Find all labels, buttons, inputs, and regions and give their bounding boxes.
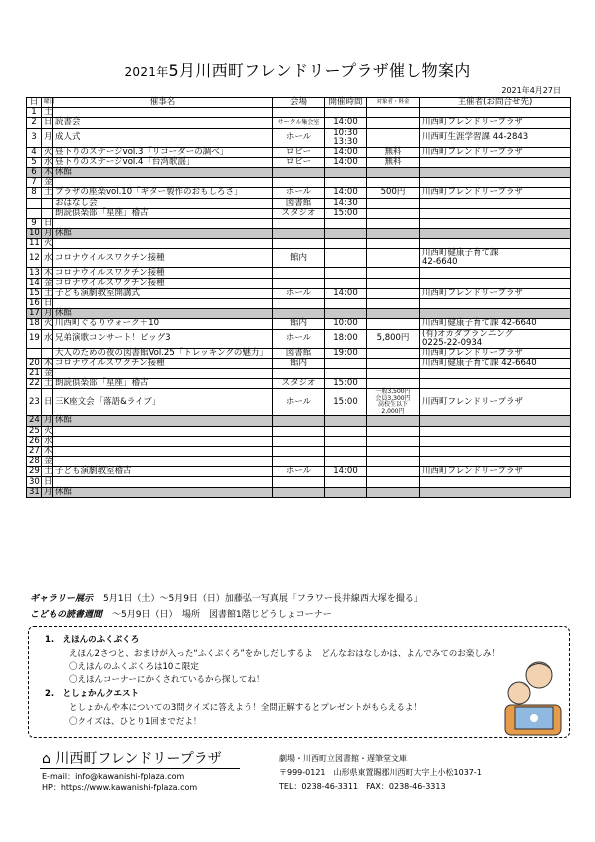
cell-fee — [367, 178, 420, 188]
footer-phone: TEL：0238-46-3311 FAX：0238-46-3313 — [279, 782, 446, 791]
cell-venue: 図書館 — [273, 348, 325, 358]
table-row — [27, 348, 571, 358]
item1-line1: えほん2さつと、おまけが入った“ふくぶくろ”をかしだしするよ どんなおはなしかは、よんでみてのお楽しみ！ — [69, 649, 500, 659]
cell-time — [325, 358, 367, 368]
footer-divider — [40, 768, 240, 769]
cell-day: 7 — [27, 178, 42, 188]
table-row — [27, 147, 571, 157]
cell-weekday: 火 — [42, 147, 53, 157]
cell-event: 休館 — [53, 167, 273, 177]
cell-weekday: 木 — [42, 268, 53, 278]
title-main: 5月川西町フレンドリープラザ催し物案内 — [168, 61, 471, 80]
cell-event: 朗読俱楽部「星座」稽古 — [53, 379, 273, 389]
cell-organizer: 川西町健康子育て課 42-6640 — [420, 319, 571, 329]
cell-day: 30 — [27, 477, 42, 487]
cell-time — [325, 268, 367, 278]
cell-weekday: 水 — [42, 157, 53, 167]
cell-weekday: 日 — [42, 477, 53, 487]
cell-day: 5 — [27, 157, 42, 167]
cell-weekday: 火 — [42, 239, 53, 249]
table-row — [27, 278, 571, 288]
cell-weekday: 水 — [42, 329, 53, 348]
cell-time — [325, 229, 367, 239]
cell-fee — [367, 288, 420, 298]
cell-event: 読書会 — [53, 118, 273, 128]
cell-weekday — [42, 208, 53, 218]
cell-organizer: 川西町フレンドリープラザ — [420, 188, 571, 198]
cell-fee — [367, 278, 420, 288]
cell-day: 3 — [27, 128, 42, 147]
cell-day: 8 — [27, 188, 42, 198]
table-row — [27, 446, 571, 456]
cell-fee — [367, 457, 420, 467]
cell-time: 15:00 — [325, 379, 367, 389]
cell-time: 18:00 — [325, 329, 367, 348]
cell-organizer: 川西町健康子育て課 42-6640 — [420, 358, 571, 368]
cell-fee — [367, 467, 420, 477]
gallery-text: 5月1日（土）～5月9日（日）加藤弘一写真展「フラワー長井線西大塚を撮る」 — [103, 594, 423, 604]
cell-organizer — [420, 218, 571, 228]
cell-time — [325, 178, 367, 188]
table-row — [27, 157, 571, 167]
cell-time: 14:00 — [325, 118, 367, 128]
cell-time — [325, 477, 367, 487]
cell-event: 川西町ぐるりウォーク＋10 — [53, 319, 273, 329]
cell-venue: ロビー — [273, 147, 325, 157]
cell-event: 兄弟演歌コンサート！ビッグ3 — [53, 329, 273, 348]
cell-event: 子ども演劇教室稽古 — [53, 467, 273, 477]
cell-time — [325, 309, 367, 319]
cell-venue — [273, 268, 325, 278]
cell-weekday: 土 — [42, 108, 53, 118]
cell-fee — [367, 426, 420, 436]
cell-organizer — [420, 229, 571, 239]
table-row — [27, 288, 571, 298]
cell-venue: ホール — [273, 128, 325, 147]
header-venue: 会場 — [273, 98, 325, 108]
cell-day: 4 — [27, 147, 42, 157]
cell-day: 28 — [27, 457, 42, 467]
header-fee: 対象者・料金 — [367, 98, 420, 108]
cell-weekday — [42, 198, 53, 208]
kids-reading-illustration — [495, 655, 565, 737]
cell-event — [53, 299, 273, 309]
table-row — [27, 389, 571, 416]
table-row — [27, 358, 571, 368]
cell-day: 24 — [27, 416, 42, 426]
item2-title: 2. としょかんクエスト — [45, 689, 139, 699]
cell-weekday: 月 — [42, 128, 53, 147]
table-row — [27, 477, 571, 487]
table-row — [27, 268, 571, 278]
cell-venue — [273, 299, 325, 309]
table-row — [27, 118, 571, 128]
cell-venue — [273, 108, 325, 118]
table-row — [27, 128, 571, 147]
cell-day: 13 — [27, 268, 42, 278]
cell-time: 19:00 — [325, 348, 367, 358]
cell-event — [53, 239, 273, 249]
cell-fee: 無料 — [367, 147, 420, 157]
cell-venue: サークル集会室 — [273, 118, 325, 128]
cell-day — [27, 348, 42, 358]
cell-organizer: 川西町健康子育て課 42-6640 — [420, 249, 571, 268]
footer-address: 〒999-0121 山形県東置賜郡川西町大字上小松1037-1 — [279, 768, 482, 777]
cell-event — [53, 108, 273, 118]
cell-event — [53, 436, 273, 446]
cell-organizer — [420, 487, 571, 497]
cell-venue: 図書館 — [273, 198, 325, 208]
cell-weekday: 土 — [42, 288, 53, 298]
cell-day: 19 — [27, 329, 42, 348]
cell-time: 14:00 — [325, 288, 367, 298]
cell-weekday: 日 — [42, 299, 53, 309]
table-row — [27, 229, 571, 239]
cell-weekday — [42, 348, 53, 358]
cell-time: 15:00 — [325, 208, 367, 218]
reading-week-info — [30, 607, 332, 620]
cell-organizer: 川西町フレンドリープラザ — [420, 147, 571, 157]
cell-weekday: 水 — [42, 436, 53, 446]
cell-event: 大人のための夜の図書館Vol.25「トレッキングの魅力」 — [53, 348, 273, 358]
cell-weekday: 土 — [42, 188, 53, 198]
cell-event: コロナウイルスワクチン接種 — [53, 268, 273, 278]
cell-venue — [273, 229, 325, 239]
cell-fee — [367, 348, 420, 358]
cell-organizer: 川西町フレンドリープラザ — [420, 118, 571, 128]
cell-day: 1 — [27, 108, 42, 118]
schedule-table — [26, 97, 571, 498]
cell-organizer — [420, 278, 571, 288]
cell-weekday: 月 — [42, 416, 53, 426]
cell-fee — [367, 229, 420, 239]
cell-day: 14 — [27, 278, 42, 288]
cell-day: 29 — [27, 467, 42, 477]
cell-time — [325, 108, 367, 118]
cell-fee — [367, 487, 420, 497]
cell-day — [27, 198, 42, 208]
cell-event: 昼下りのステージvol.4「台湾歌謡」 — [53, 157, 273, 167]
table-row — [27, 319, 571, 329]
cell-venue: ホール — [273, 329, 325, 348]
cell-day: 23 — [27, 389, 42, 416]
cell-fee — [367, 108, 420, 118]
cell-fee — [367, 477, 420, 487]
cell-event: 休館 — [53, 487, 273, 497]
cell-event: コロナウイルスワクチン接種 — [53, 358, 273, 368]
cell-time — [325, 249, 367, 268]
cell-organizer — [420, 268, 571, 278]
footer-facilities: 劇場・川西町立図書館・遅筆堂文庫 — [279, 754, 407, 763]
cell-venue: スタジオ — [273, 379, 325, 389]
table-row — [27, 379, 571, 389]
cell-venue: ホール — [273, 288, 325, 298]
cell-day: 20 — [27, 358, 42, 368]
cell-fee — [367, 309, 420, 319]
cell-day: 10 — [27, 229, 42, 239]
cell-weekday: 火 — [42, 319, 53, 329]
cell-organizer — [420, 368, 571, 378]
item2-line2: 〇クイズは、ひとり1回までだよ！ — [69, 717, 202, 727]
cell-venue — [273, 416, 325, 426]
cell-event: 朗読俱楽部「星座」稽古 — [53, 208, 273, 218]
cell-time — [325, 416, 367, 426]
table-row — [27, 436, 571, 446]
cell-day: 31 — [27, 487, 42, 497]
cell-venue — [273, 218, 325, 228]
cell-weekday: 月 — [42, 309, 53, 319]
cell-time — [325, 457, 367, 467]
cell-day: 9 — [27, 218, 42, 228]
cell-fee: 無料 — [367, 157, 420, 167]
cell-event: 休館 — [53, 309, 273, 319]
cell-fee: 5,800円 — [367, 329, 420, 348]
cell-event: 昼下りのステージvol.3「リコーダーの調べ」 — [53, 147, 273, 157]
cell-day: 16 — [27, 299, 42, 309]
cell-venue — [273, 239, 325, 249]
gallery-info — [30, 591, 423, 604]
cell-venue — [273, 368, 325, 378]
cell-organizer — [420, 299, 571, 309]
cell-time: 14:30 — [325, 198, 367, 208]
table-row — [27, 416, 571, 426]
table-row — [27, 208, 571, 218]
cell-day — [27, 208, 42, 218]
item2-line1: としょかんや本についての3問クイズに答えよう！全問正解するとプレゼントがもらえるよ！ — [69, 703, 422, 713]
cell-venue — [273, 278, 325, 288]
cell-time: 10:00 — [325, 319, 367, 329]
cell-time — [325, 278, 367, 288]
table-row — [27, 167, 571, 177]
page-title — [0, 58, 595, 81]
header-event: 催事名 — [53, 98, 273, 108]
cell-fee — [367, 208, 420, 218]
cell-organizer: (有)オカダプランニング 0225-22-0934 — [420, 329, 571, 348]
reading-week-label: こどもの読書週間 — [30, 610, 103, 620]
cell-venue — [273, 446, 325, 456]
cell-organizer — [420, 436, 571, 446]
cell-organizer — [420, 208, 571, 218]
cell-weekday: 土 — [42, 379, 53, 389]
cell-venue: ホール — [273, 389, 325, 416]
cell-weekday: 日 — [42, 389, 53, 416]
cell-event: 三K座文会「落語&ライブ」 — [53, 389, 273, 416]
cell-fee — [367, 198, 420, 208]
cell-fee — [367, 167, 420, 177]
cell-venue — [273, 487, 325, 497]
cell-weekday: 金 — [42, 178, 53, 188]
cell-time — [325, 167, 367, 177]
item1-line2: 〇えほんのふくぶくろは10こ限定 — [69, 662, 199, 672]
cell-weekday: 木 — [42, 167, 53, 177]
item1-line3: 〇えほんコーナーにかくされているから探してね！ — [69, 675, 265, 685]
table-row — [27, 218, 571, 228]
cell-venue — [273, 178, 325, 188]
cell-fee: 500円 — [367, 188, 420, 198]
cell-event — [53, 218, 273, 228]
cell-weekday: 金 — [42, 457, 53, 467]
table-row — [27, 467, 571, 477]
cell-fee — [367, 239, 420, 249]
cell-organizer — [420, 157, 571, 167]
cell-venue: 館内 — [273, 249, 325, 268]
table-row — [27, 188, 571, 198]
cell-organizer — [420, 379, 571, 389]
table-row — [27, 329, 571, 348]
footer-hp: HP：https://www.kawanishi-fplaza.com — [42, 783, 198, 792]
cell-time — [325, 368, 367, 378]
cell-time — [325, 239, 367, 249]
cell-day: 21 — [27, 368, 42, 378]
cell-day: 22 — [27, 379, 42, 389]
cell-day: 17 — [27, 309, 42, 319]
cell-venue: 館内 — [273, 358, 325, 368]
cell-organizer: 川西町フレンドリープラザ — [420, 288, 571, 298]
cell-venue: ロビー — [273, 157, 325, 167]
cell-venue: ホール — [273, 188, 325, 198]
cell-fee — [367, 319, 420, 329]
cell-time — [325, 446, 367, 456]
cell-fee — [367, 118, 420, 128]
cell-weekday: 木 — [42, 446, 53, 456]
cell-time: 15:00 — [325, 389, 367, 416]
cell-day: 27 — [27, 446, 42, 456]
cell-event: 成人式 — [53, 128, 273, 147]
cell-day: 18 — [27, 319, 42, 329]
cell-time — [325, 218, 367, 228]
cell-time: 14:00 — [325, 147, 367, 157]
footer-logo — [42, 748, 222, 768]
cell-day: 15 — [27, 288, 42, 298]
table-header-row — [27, 98, 571, 108]
cell-venue: ホール — [273, 467, 325, 477]
cell-weekday: 火 — [42, 426, 53, 436]
cell-event: 子ども演劇教室開講式 — [53, 288, 273, 298]
cell-venue: スタジオ — [273, 208, 325, 218]
cell-fee — [367, 446, 420, 456]
table-row — [27, 487, 571, 497]
cell-fee — [367, 249, 420, 268]
footer-email: E-mail：info@kawanishi-fplaza.com — [42, 772, 185, 781]
cell-weekday: 日 — [42, 118, 53, 128]
kids-event-box — [28, 626, 570, 738]
cell-time — [325, 487, 367, 497]
cell-day: 25 — [27, 426, 42, 436]
issue-date: 2021年4月27日 — [501, 86, 561, 95]
cell-event: 休館 — [53, 416, 273, 426]
cell-venue — [273, 457, 325, 467]
item1-title: 1. えほんのふくぶくろ — [45, 635, 140, 645]
cell-organizer — [420, 477, 571, 487]
cell-time — [325, 436, 367, 446]
cell-fee — [367, 436, 420, 446]
cell-fee — [367, 218, 420, 228]
cell-day: 2 — [27, 118, 42, 128]
header-weekday: 曜日 — [42, 98, 53, 108]
cell-fee — [367, 358, 420, 368]
cell-weekday: 土 — [42, 467, 53, 477]
cell-fee — [367, 416, 420, 426]
cell-time: 14:00 — [325, 157, 367, 167]
cell-day: 6 — [27, 167, 42, 177]
cell-fee — [367, 368, 420, 378]
header-organizer: 主催者(お問合せ先) — [420, 98, 571, 108]
title-year: 2021年 — [124, 65, 169, 79]
cell-venue — [273, 436, 325, 446]
cell-event — [53, 477, 273, 487]
cell-weekday: 木 — [42, 358, 53, 368]
footer-logo-text: 川西町フレンドリープラザ — [55, 751, 222, 767]
cell-weekday: 月 — [42, 229, 53, 239]
cell-organizer: 川西町フレンドリープラザ — [420, 389, 571, 416]
header-day: 日 — [27, 98, 42, 108]
cell-organizer — [420, 426, 571, 436]
building-icon: ⌂ — [42, 751, 51, 767]
cell-weekday: 金 — [42, 278, 53, 288]
header-time: 開催時間 — [325, 98, 367, 108]
reading-week-text: ～5月9日（日） 場所 図書館1階じどうしょコーナー — [112, 610, 332, 620]
cell-organizer — [420, 446, 571, 456]
cell-venue — [273, 477, 325, 487]
cell-organizer — [420, 416, 571, 426]
cell-day: 12 — [27, 249, 42, 268]
cell-time: 14:00 — [325, 467, 367, 477]
cell-venue — [273, 426, 325, 436]
cell-time — [325, 299, 367, 309]
table-row — [27, 198, 571, 208]
cell-time: 10:30 13:30 — [325, 128, 367, 147]
cell-day: 26 — [27, 436, 42, 446]
cell-event: コロナウイルスワクチン接種 — [53, 278, 273, 288]
cell-fee — [367, 299, 420, 309]
cell-organizer: 川西町生涯学習課 44-2843 — [420, 128, 571, 147]
cell-time: 14:00 — [325, 188, 367, 198]
cell-day: 11 — [27, 239, 42, 249]
cell-time — [325, 426, 367, 436]
cell-event — [53, 426, 273, 436]
cell-weekday: 水 — [42, 249, 53, 268]
cell-weekday: 月 — [42, 487, 53, 497]
table-row — [27, 249, 571, 268]
cell-event — [53, 446, 273, 456]
cell-weekday: 日 — [42, 218, 53, 228]
cell-organizer: 川西町フレンドリープラザ — [420, 467, 571, 477]
cell-fee: 一般3,500円 会員3,300円 高校生以下 2,000円 — [367, 389, 420, 416]
cell-event: プラザの座楽vol.10「ギター製作のおもしろさ」 — [53, 188, 273, 198]
cell-fee — [367, 128, 420, 147]
cell-organizer — [420, 198, 571, 208]
cell-organizer: 川西町フレンドリープラザ — [420, 348, 571, 358]
cell-fee — [367, 268, 420, 278]
cell-venue — [273, 167, 325, 177]
table-row — [27, 426, 571, 436]
table-row — [27, 299, 571, 309]
cell-organizer — [420, 167, 571, 177]
cell-event: コロナウイルスワクチン接種 — [53, 249, 273, 268]
cell-venue: 館内 — [273, 319, 325, 329]
cell-weekday: 金 — [42, 368, 53, 378]
gallery-label: ギャラリー展示 — [30, 594, 94, 604]
cell-event: 休館 — [53, 229, 273, 239]
cell-event: おはなし会 — [53, 198, 273, 208]
